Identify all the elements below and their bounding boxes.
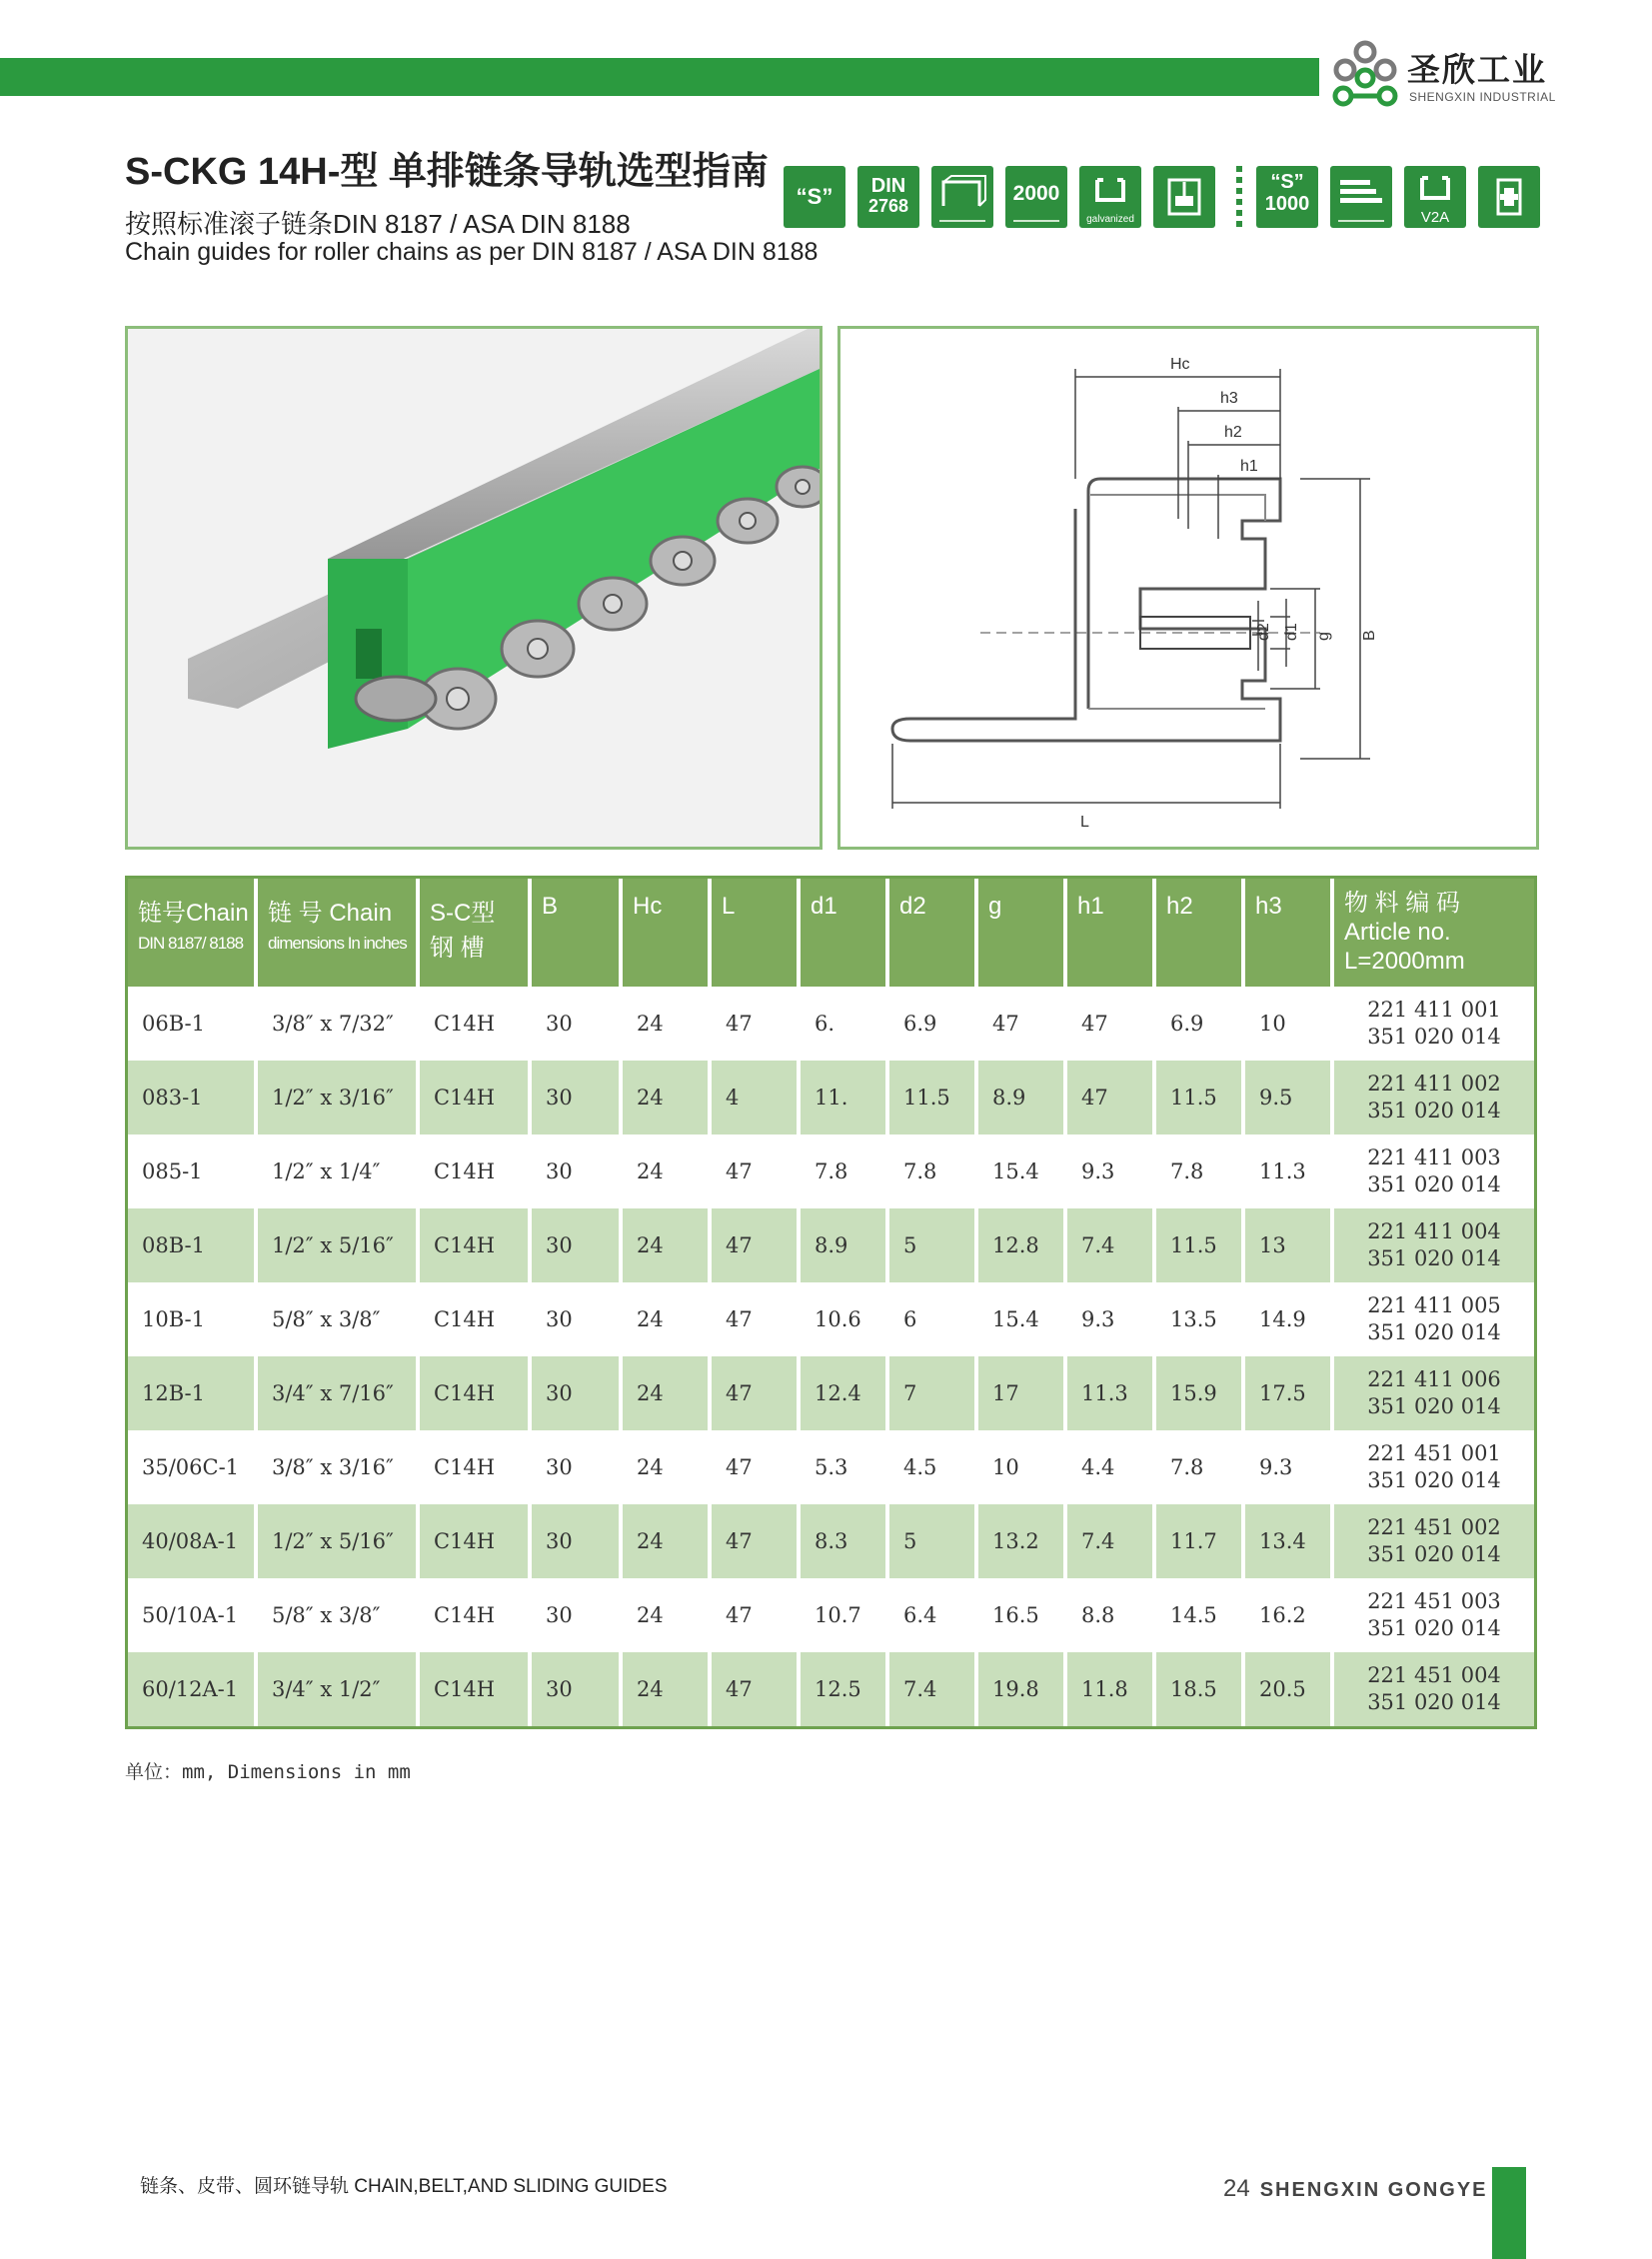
cell-g: 15.4 (978, 1282, 1067, 1356)
cell-inches: 3/8″ x 7/32″ (258, 987, 420, 1061)
cell-type: C14H (420, 1356, 532, 1430)
cell-hc: 24 (623, 1578, 712, 1652)
cell-d1: 12.5 (801, 1652, 889, 1726)
cell-chain: 06B-1 (128, 987, 258, 1061)
s-1000-number: 1000 (1264, 193, 1310, 215)
cell-b: 30 (532, 1430, 623, 1504)
cell-h1: 7.4 (1067, 1208, 1156, 1282)
galvanized-label: galvanized (1086, 214, 1134, 225)
cell-h3: 10 (1245, 987, 1334, 1061)
cell-l: 47 (712, 1208, 801, 1282)
cell-l: 47 (712, 1504, 801, 1578)
cell-h1: 11.3 (1067, 1356, 1156, 1430)
cell-inches: 1/2″ x 1/4″ (258, 1134, 420, 1208)
table-row (128, 1578, 1534, 1652)
cell-d2: 6.9 (889, 987, 978, 1061)
cell-d1: 6. (801, 987, 889, 1061)
cell-article: 221 411 001 351 020 014 (1367, 998, 1501, 1049)
cell-l: 47 (712, 1430, 801, 1504)
cell-l: 47 (712, 1578, 801, 1652)
table-row (128, 1430, 1534, 1504)
s-1000-badge (1256, 166, 1318, 228)
cell-g: 8.9 (978, 1061, 1067, 1134)
col-l: L (712, 879, 801, 987)
cell-b: 30 (532, 1578, 623, 1652)
table-row (128, 987, 1534, 1061)
cell-b: 30 (532, 1282, 623, 1356)
cell-l: 47 (712, 1282, 801, 1356)
stacked-lengths-icon (1330, 166, 1392, 228)
cell-article: 221 451 002 351 020 014 (1334, 1504, 1534, 1578)
col-b: B (532, 879, 623, 987)
footer-brand: SHENGXIN GONGYE (1259, 2179, 1488, 2201)
table-row (128, 1282, 1534, 1356)
label-hc: Hc (1170, 356, 1190, 373)
cell-article: 221 411 006 351 020 014 (1334, 1356, 1534, 1430)
cell-inches: 3/4″ x 7/16″ (258, 1356, 420, 1430)
cell-inches: 1/2″ x 3/16″ (258, 1061, 420, 1134)
brand-name-cn: 圣欣工业 (1407, 51, 1547, 88)
cell-h3: 9.3 (1245, 1430, 1334, 1504)
cell-chain: 10B-1 (128, 1282, 258, 1356)
cell-h3: 20.5 (1245, 1652, 1334, 1726)
cell-type: C14H (420, 1652, 532, 1726)
page-title: S-CKG 14H-型 单排链条导轨选型指南 (125, 151, 769, 193)
cell-d2: 6.4 (889, 1578, 978, 1652)
table-row (128, 1504, 1534, 1578)
cell-g: 19.8 (978, 1652, 1067, 1726)
col-article: 物 料 编 码 Article no. L=2000mm (1334, 879, 1534, 987)
col-chain-inches: 链 号 Chain dimensions In inches (258, 879, 420, 987)
cell-l: 47 (712, 987, 801, 1061)
cell-article: 221 451 001 351 020 014 (1367, 1441, 1501, 1492)
cell-inches: 1/2″ x 5/16″ (258, 1208, 420, 1282)
cell-b: 30 (532, 1061, 623, 1134)
product-photo (125, 326, 823, 850)
badge-separator (1236, 166, 1242, 228)
cell-chain: 08B-1 (128, 1208, 258, 1282)
v2a-channel-icon (1404, 166, 1466, 228)
cell-hc: 24 (623, 1430, 712, 1504)
subtitle-cn: 按照标准滚子链条DIN 8187 / ASA DIN 8188 (125, 209, 631, 239)
subtitle-en: Chain guides for roller chains as per DIN 8187 / ASA DIN 8188 (125, 238, 819, 266)
col-g: g (978, 879, 1067, 987)
cell-h2: 6.9 (1156, 987, 1245, 1061)
col-h3: h3 (1245, 879, 1334, 987)
cell-l: 4 (712, 1061, 801, 1134)
cell-d1: 5.3 (801, 1430, 889, 1504)
cell-d2: 7.4 (889, 1652, 978, 1726)
table-header-row (128, 879, 1534, 987)
table-row (128, 1061, 1534, 1134)
unit-note: 单位：mm, Dimensions in mm (125, 1761, 411, 1783)
cell-h3: 13 (1245, 1208, 1334, 1282)
cell-h2: 7.8 (1156, 1430, 1245, 1504)
col-h1: h1 (1067, 879, 1156, 987)
cell-l: 47 (712, 1134, 801, 1208)
cell-chain: 083-1 (128, 1061, 258, 1134)
cell-chain: 12B-1 (128, 1356, 258, 1430)
footer-page-info (1223, 2175, 1488, 2203)
cell-h2: 13.5 (1156, 1282, 1245, 1356)
label-l: L (1080, 814, 1089, 831)
cell-article: 221 411 004 351 020 014 (1334, 1208, 1534, 1282)
header-green-bar (0, 58, 1319, 96)
cell-hc: 24 (623, 1282, 712, 1356)
cell-hc: 24 (623, 1504, 712, 1578)
col-d2: d2 (889, 879, 978, 987)
label-g: g (1315, 632, 1332, 641)
col-h2: h2 (1156, 879, 1245, 987)
cell-chain: 40/08A-1 (128, 1504, 258, 1578)
table-row (128, 1134, 1534, 1208)
cell-chain: 35/06C-1 (128, 1430, 258, 1504)
length-2000-text: 2000 (1012, 182, 1060, 205)
cell-hc: 24 (623, 987, 712, 1061)
cell-h3: 17.5 (1245, 1356, 1334, 1430)
cell-h3: 9.5 (1245, 1061, 1334, 1134)
cell-d1: 12.4 (801, 1356, 889, 1430)
cell-article: 221 411 003 351 020 014 (1367, 1145, 1501, 1196)
cell-chain: 60/12A-1 (128, 1652, 258, 1726)
cell-b: 30 (532, 987, 623, 1061)
brand-name-en: SHENGXIN INDUSTRIAL (1409, 90, 1556, 104)
cell-h1: 11.8 (1067, 1652, 1156, 1726)
col-type: S-C型 钢 槽 (420, 879, 532, 987)
cell-d2: 5 (889, 1208, 978, 1282)
cell-inches: 1/2″ x 5/16″ (258, 1504, 420, 1578)
s-quote-text: “S” (796, 184, 833, 209)
cell-g: 16.5 (978, 1578, 1067, 1652)
spec-table (125, 876, 1537, 1729)
cell-d1: 8.3 (801, 1504, 889, 1578)
cell-type: C14H (420, 1578, 532, 1652)
cell-type: C14H (420, 1504, 532, 1578)
cell-type: C14H (420, 1282, 532, 1356)
cell-d2: 5 (889, 1504, 978, 1578)
din-badge (857, 166, 919, 228)
cell-hc: 24 (623, 1134, 712, 1208)
col-hc: Hc (623, 879, 712, 987)
cell-g: 13.2 (978, 1504, 1067, 1578)
cell-h3: 13.4 (1245, 1504, 1334, 1578)
cell-d2: 11.5 (889, 1061, 978, 1134)
cell-hc: 24 (623, 1061, 712, 1134)
cell-h2: 18.5 (1156, 1652, 1245, 1726)
cell-d2: 4.5 (889, 1430, 978, 1504)
cell-l: 47 (712, 1356, 801, 1430)
cell-h1: 7.4 (1067, 1504, 1156, 1578)
label-d1: d1 (1283, 623, 1300, 641)
cell-type: C14H (420, 1208, 532, 1282)
cell-article: 221 451 003 351 020 014 (1367, 1589, 1501, 1640)
cell-h1: 9.3 (1067, 1134, 1156, 1208)
cell-chain: 50/10A-1 (128, 1578, 258, 1652)
chain-insert-icon (1478, 166, 1540, 228)
cell-h2: 11.5 (1156, 1208, 1245, 1282)
cell-article: 221 451 004 351 020 014 (1334, 1652, 1534, 1726)
mounting-clip-icon (1153, 166, 1215, 228)
cell-h2: 15.9 (1156, 1356, 1245, 1430)
cross-section-drawing (837, 326, 1539, 850)
cell-h2: 11.7 (1156, 1504, 1245, 1578)
cell-h1: 47 (1067, 1061, 1156, 1134)
cell-chain: 085-1 (128, 1134, 258, 1208)
feature-badges (784, 166, 1543, 230)
cell-type: C14H (420, 1061, 532, 1134)
cell-h1: 8.8 (1067, 1578, 1156, 1652)
cell-h1: 4.4 (1067, 1430, 1156, 1504)
cell-article: 221 411 002 351 020 014 (1334, 1061, 1534, 1134)
s-quote-badge (784, 166, 845, 228)
cell-g: 10 (978, 1430, 1067, 1504)
table-row (128, 1356, 1534, 1430)
cell-h3: 16.2 (1245, 1578, 1334, 1652)
cell-b: 30 (532, 1208, 623, 1282)
brand-logo (1329, 34, 1629, 114)
cell-hc: 24 (623, 1356, 712, 1430)
cell-h1: 9.3 (1067, 1282, 1156, 1356)
cell-b: 30 (532, 1652, 623, 1726)
cell-g: 47 (978, 987, 1067, 1061)
cell-inches: 5/8″ x 3/8″ (258, 1578, 420, 1652)
cell-d1: 7.8 (801, 1134, 889, 1208)
cell-g: 17 (978, 1356, 1067, 1430)
cell-b: 30 (532, 1134, 623, 1208)
cell-h1: 47 (1067, 987, 1156, 1061)
cell-b: 30 (532, 1356, 623, 1430)
cell-g: 15.4 (978, 1134, 1067, 1208)
cell-l: 47 (712, 1652, 801, 1726)
cell-d1: 11. (801, 1061, 889, 1134)
cell-inches: 3/8″ x 3/16″ (258, 1430, 420, 1504)
cell-d2: 7.8 (889, 1134, 978, 1208)
cell-type: C14H (420, 1430, 532, 1504)
label-h3: h3 (1220, 390, 1238, 407)
cell-type: C14H (420, 987, 532, 1061)
cell-inches: 3/4″ x 1/2″ (258, 1652, 420, 1726)
din-text: DIN (870, 175, 906, 197)
cell-d2: 6 (889, 1282, 978, 1356)
cell-h3: 14.9 (1245, 1282, 1334, 1356)
s-1000-quote: “S” (1270, 171, 1304, 193)
cell-d1: 10.6 (801, 1282, 889, 1356)
table-row (128, 1652, 1534, 1726)
cell-h3: 11.3 (1245, 1134, 1334, 1208)
cell-h2: 14.5 (1156, 1578, 1245, 1652)
cell-h2: 7.8 (1156, 1134, 1245, 1208)
col-chain-din: 链号Chain DIN 8187/ 8188 (128, 879, 258, 987)
cell-g: 12.8 (978, 1208, 1067, 1282)
profile-length-icon (931, 166, 993, 228)
label-d2: d2 (1255, 623, 1272, 641)
cell-h2: 11.5 (1156, 1061, 1245, 1134)
col-d1: d1 (801, 879, 889, 987)
cell-hc: 24 (623, 1652, 712, 1726)
footer-green-bar (1492, 2167, 1526, 2259)
cell-b: 30 (532, 1504, 623, 1578)
cell-d1: 10.7 (801, 1578, 889, 1652)
din-number: 2768 (867, 196, 909, 216)
cell-inches: 5/8″ x 3/8″ (258, 1282, 420, 1356)
label-h2: h2 (1224, 424, 1242, 441)
cell-d2: 7 (889, 1356, 978, 1430)
cell-d1: 8.9 (801, 1208, 889, 1282)
v2a-label: V2A (1420, 209, 1450, 226)
cell-article: 221 411 005 351 020 014 (1367, 1293, 1501, 1344)
length-2000-badge (1005, 166, 1067, 228)
label-h1: h1 (1240, 458, 1258, 475)
cell-type: C14H (420, 1134, 532, 1208)
page-number: 24 (1223, 2175, 1250, 2202)
cell-hc: 24 (623, 1208, 712, 1282)
table-row (128, 1208, 1534, 1282)
label-b: B (1361, 630, 1378, 641)
logo-chain-icon (1329, 38, 1401, 110)
footer-category: 链条、皮带、圆环链导轨 CHAIN,BELT,AND SLIDING GUIDES (140, 2176, 668, 2197)
galvanized-channel-icon (1079, 166, 1141, 228)
